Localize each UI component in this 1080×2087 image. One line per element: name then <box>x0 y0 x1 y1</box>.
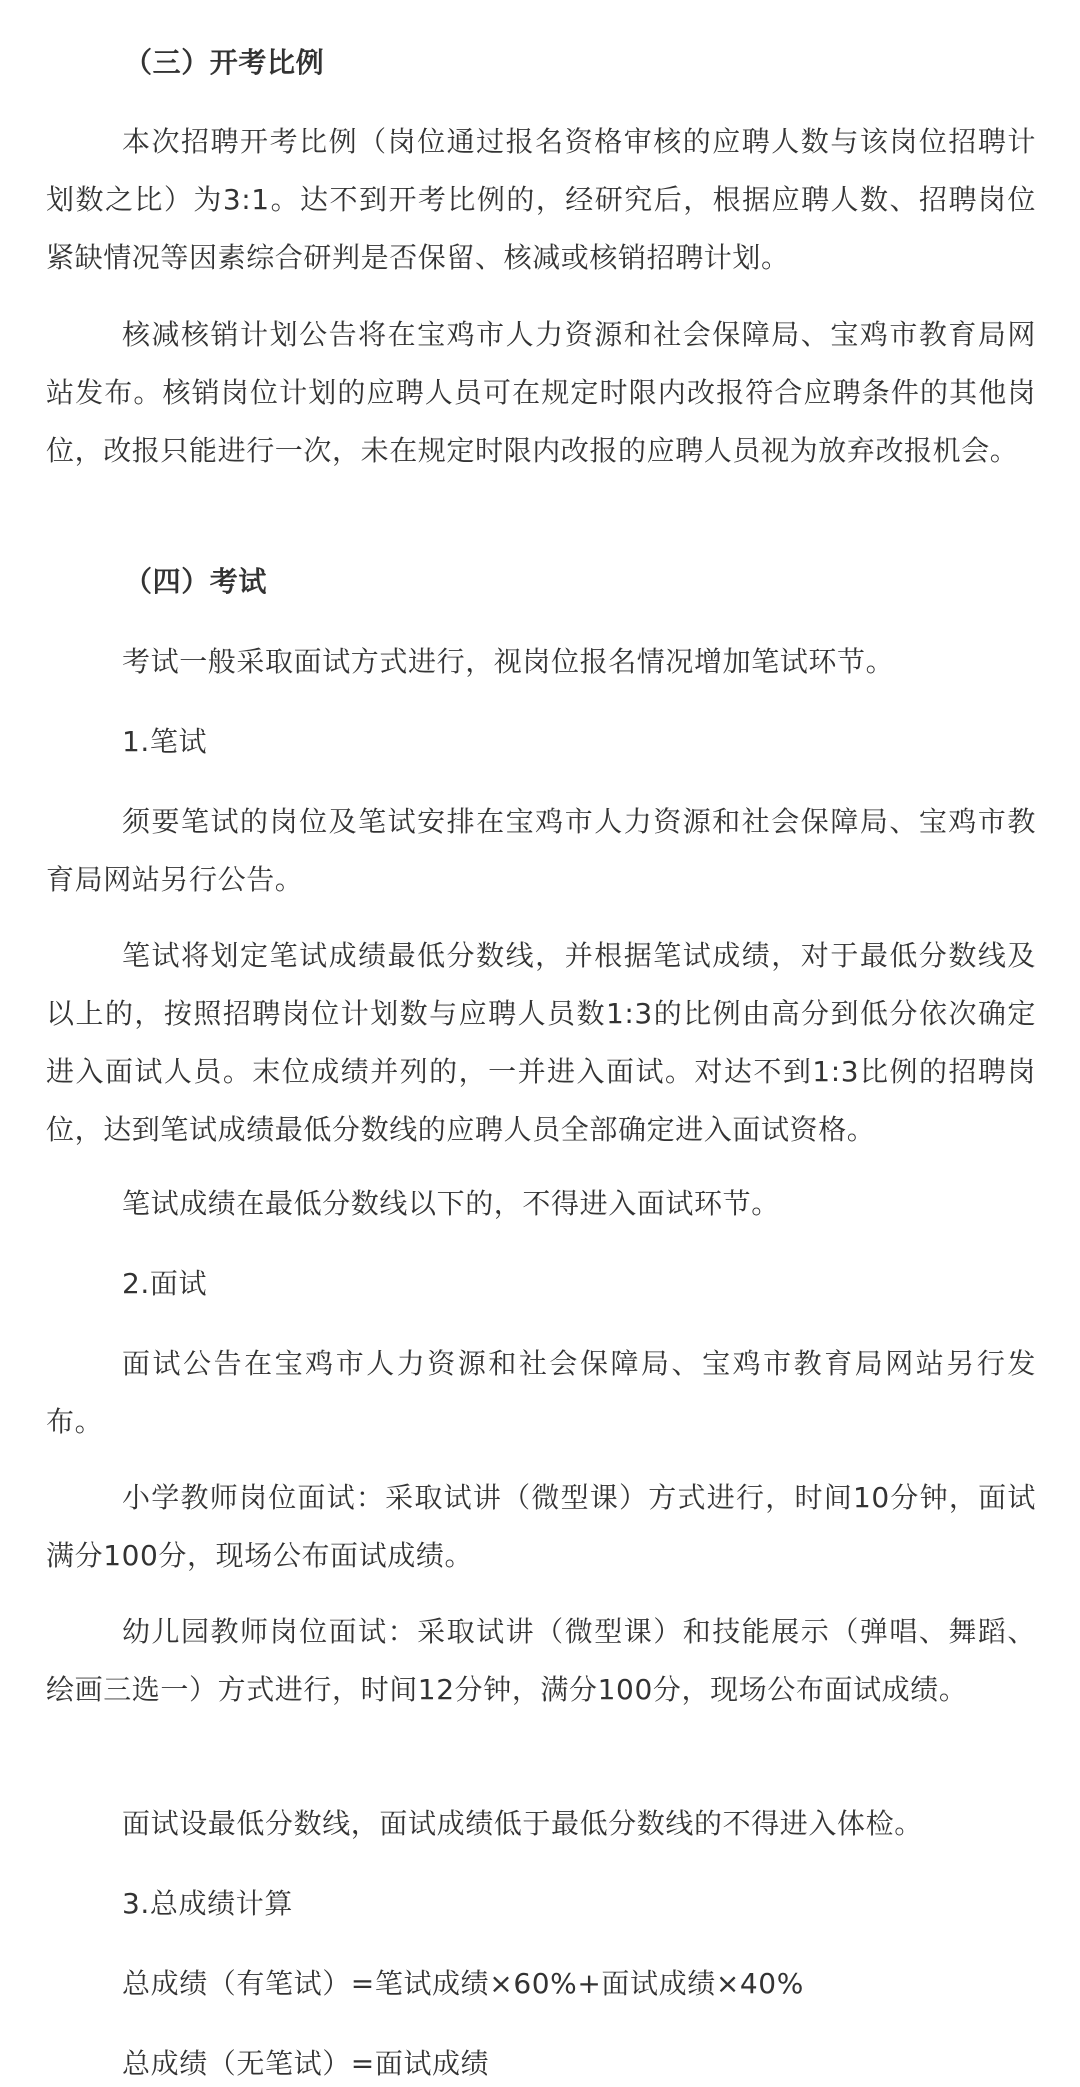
formula-line: 总成绩（有笔试）=笔试成绩×60%+面试成绩×40% <box>122 1967 804 2000</box>
paragraph: 笔试将划定笔试成绩最低分数线，并根据笔试成绩，对于最低分数线及以上的，按照招聘岗位计划数与应聘人员数1:3的比例由高分到低分依次确定进入面试人员。末位成绩并列的，一并进入面试。对达不到1:3比例的招聘岗位，达到笔试成绩最低分数线的应聘人员全部确定进入面试资格。 <box>46 939 1036 1146</box>
paragraph: 本次招聘开考比例（岗位通过报名资格审核的应聘人数与该岗位招聘计划数之比）为3:1。达不到开考比例的，经研究后，根据应聘人数、招聘岗位紧缺情况等因素综合研判是否保留、核减或核销招聘计划。 <box>46 125 1036 274</box>
paragraph: 面试设最低分数线，面试成绩低于最低分数线的不得进入体检。 <box>122 1807 923 1840</box>
formula-line: 总成绩（无笔试）=面试成绩 <box>122 2047 490 2080</box>
paragraph: 面试公告在宝鸡市人力资源和社会保障局、宝鸡市教育局网站另行发布。 <box>46 1347 1036 1438</box>
paragraph: 考试一般采取面试方式进行，视岗位报名情况增加笔试环节。 <box>122 645 895 678</box>
paragraph: 核减核销计划公告将在宝鸡市人力资源和社会保障局、宝鸡市教育局网站发布。核销岗位计划的应聘人员可在规定时限内改报符合应聘条件的其他岗位，改报只能进行一次，未在规定时限内改报的应聘人员视为放弃改报机会。 <box>46 318 1036 467</box>
section-heading-3: （三）开考比例 <box>124 46 325 79</box>
subheading: 3.总成绩计算 <box>122 1887 293 1920</box>
paragraph: 小学教师岗位面试：采取试讲（微型课）方式进行，时间10分钟，面试满分100分，现场公布面试成绩。 <box>46 1481 1036 1572</box>
paragraph: 笔试成绩在最低分数线以下的，不得进入面试环节。 <box>122 1187 780 1220</box>
section-heading-4: （四）考试 <box>124 565 268 598</box>
paragraph: 须要笔试的岗位及笔试安排在宝鸡市人力资源和社会保障局、宝鸡市教育局网站另行公告。 <box>46 805 1036 896</box>
subheading: 2.面试 <box>122 1267 208 1300</box>
paragraph: 幼儿园教师岗位面试：采取试讲（微型课）和技能展示（弹唱、舞蹈、绘画三选一）方式进行，时间12分钟，满分100分，现场公布面试成绩。 <box>46 1615 1036 1706</box>
subheading: 1.笔试 <box>122 725 208 758</box>
